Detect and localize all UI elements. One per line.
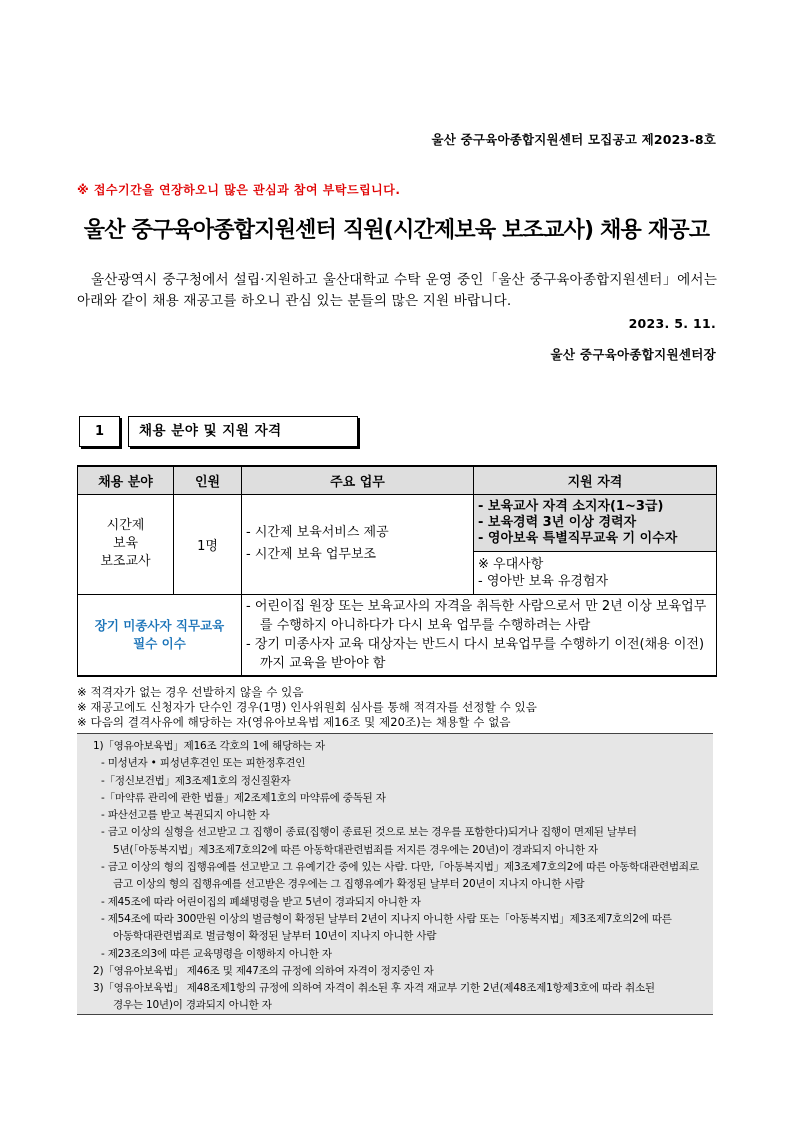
list-item: 아동학대관련범죄로 벌금형이 확정된 날부터 10년이 지나지 아니한 사람 bbox=[113, 930, 437, 943]
list-item: -「마약류 관리에 관한 법률」제2조제1호의 마약류에 중독된 자 bbox=[101, 791, 386, 804]
list-item: 1)「영유아보육법」제16조 각호의 1에 해당하는 자 bbox=[93, 740, 325, 752]
note-item: ※ 다음의 결격사유에 해당하는 자(영유아보육법 제16조 및 제20조)는 채용할 수 없음 bbox=[77, 715, 511, 729]
preferred-qualifications: ※ 우대사항 - 영아반 보육 유경험자 bbox=[474, 552, 717, 594]
list-item: - 금고 이상의 형의 집행유예를 선고받고 그 유예기간 중에 있는 사람. 다만,「아동복지법」제3조제7호의2에 따른 아동학대관련범죄로 bbox=[101, 861, 699, 874]
list-item: 2)「영유아보육법」 제46조 및 제47조의 규정에 의하여 자격이 정지중인 자 bbox=[93, 964, 434, 977]
table-row bbox=[78, 494, 717, 552]
issuer-name: 울산 중구육아종합지원센터장 bbox=[550, 347, 716, 362]
section-title: 채용 분야 및 지원 자격 bbox=[128, 416, 358, 447]
list-item: - 파산선고를 받고 복권되지 아니한 자 bbox=[101, 809, 270, 822]
long-term-training-details: - 어린이집 원장 또는 보육교사의 자격을 취득한 사람으로서 만 2년 이상 보육업무를 수행하지 아니하다가 다시 보육 업무를 수행하려는 사람 - 장기 미종사자 교육 대상자는 반드시 다시 보육업무를 수행하기 이전(채용 이전)까지 교육을 받아야 함 bbox=[242, 594, 717, 676]
note-item: ※ 적격자가 없는 경우 선발하지 않을 수 있음 bbox=[77, 685, 304, 699]
notes-list bbox=[77, 685, 537, 730]
notice-number: 울산 중구육아종합지원센터 모집공고 제2023-8호 bbox=[431, 132, 716, 147]
list-item: - 제45조에 따라 어린이집의 폐쇄명령을 받고 5년이 경과되지 아니한 자 bbox=[101, 895, 421, 908]
list-item: - 제54조에 따라 300만원 이상의 벌금형이 확정된 날부터 2년이 지나지 아니한 사람 또는「아동복지법」제3조제7호의2에 따른 bbox=[101, 912, 672, 925]
table-row bbox=[78, 594, 717, 676]
table-header-row bbox=[78, 466, 717, 494]
list-item: -「정신보건법」제3조제1호의 정신질환자 bbox=[101, 774, 291, 787]
long-term-training-label: 장기 미종사자 직무교육 필수 이수 bbox=[78, 594, 242, 676]
list-item: 5년(「아동복지법」제3조제7호의2에 따른 아동학대관련범죄를 저지른 경우에는 20년)이 경과되지 아니한 자 bbox=[113, 843, 598, 856]
page-title: 울산 중구육아종합지원센터 직원(시간제보육 보조교사) 채용 재공고 bbox=[83, 218, 710, 243]
list-item: - 금고 이상의 실형을 선고받고 그 집행이 종료(집행이 종료된 것으로 보는 경우를 포함한다)되거나 집행이 면제된 날부터 bbox=[101, 826, 637, 839]
main-duties: - 시간제 보육서비스 제공 - 시간제 보육 업무보조 bbox=[242, 494, 474, 594]
headcount: 1명 bbox=[174, 494, 242, 594]
extension-notice: ※ 접수기간을 연장하오니 많은 관심과 참여 부탁드립니다. bbox=[77, 183, 401, 197]
list-item: - 제23조의3에 따른 교육명령을 이행하지 아니한 자 bbox=[101, 947, 332, 960]
disqualification-box bbox=[77, 733, 713, 1015]
list-item: 경우는 10년)이 경과되지 아니한 자 bbox=[113, 999, 272, 1012]
position-name: 시간제 보육 보조교사 bbox=[78, 494, 174, 594]
intro-paragraph: 울산광역시 중구청에서 설립·지원하고 울산대학교 수탁 운영 중인「울산 중구육아종합지원센터」에서는 아래와 같이 채용 재공고를 하오니 관심 있는 분들의 많은 지원 바랍니다. bbox=[77, 272, 717, 309]
recruitment-table bbox=[77, 465, 717, 677]
announcement-date: 2023. 5. 11. bbox=[628, 316, 716, 331]
list-item: 3)「영유아보육법」 제48조제1항의 규정에 의하여 자격이 취소된 후 자격 재교부 기한 2년(제48조제1항제3호에 따라 취소된 bbox=[93, 982, 655, 995]
note-item: ※ 재공고에도 신청자가 단수인 경우(1명) 인사위원회 심사를 통해 적격자를 선정할 수 있음 bbox=[77, 700, 537, 714]
section-number: 1 bbox=[79, 416, 120, 447]
col-header-duties: 주요 업무 bbox=[242, 466, 474, 494]
col-header-field: 채용 분야 bbox=[78, 466, 174, 494]
col-header-qualifications: 지원 자격 bbox=[474, 466, 717, 494]
list-item: - 미성년자 • 피성년후견인 또는 피한정후견인 bbox=[101, 757, 306, 770]
required-qualifications: - 보육교사 자격 소지자(1~3급) - 보육경력 3년 이상 경력자 - 영아보육 특별직무교육 기 이수자 bbox=[474, 494, 717, 552]
col-header-count: 인원 bbox=[174, 466, 242, 494]
list-item: 금고 이상의 형의 집행유예를 선고받은 경우에는 그 집행유예가 확정된 날부터 20년이 지나지 아니한 사람 bbox=[113, 878, 585, 891]
